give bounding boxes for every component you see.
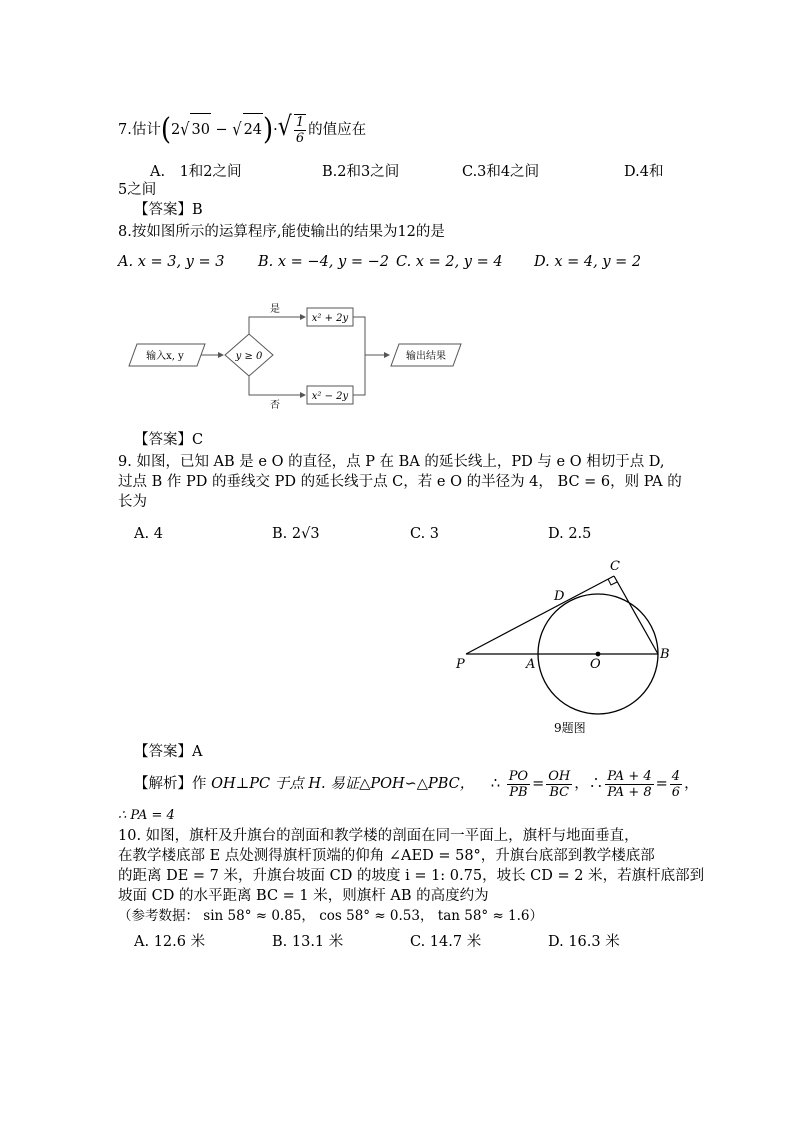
q10-line5: （参考数据： sin 58° ≈ 0.85， cos 58° ≈ 0.53， tan 58° ≈ 1.6） (118, 908, 544, 924)
q9-label-c: C (610, 559, 620, 574)
q7-option-d: D.4和 (624, 164, 664, 180)
flow-no-label: 否 (270, 400, 280, 411)
q9-frac-pa (605, 769, 653, 800)
q7-suffix: 的值应在 (308, 122, 367, 138)
q9-analysis-body: OH⊥PC 于点 H. 易证△POH∽△PBC， (211, 776, 475, 792)
q7-prefix: 7.估计 (118, 122, 161, 138)
q9-label-d: D (554, 589, 565, 604)
q7-stem: 7.估计(2√ 30 − √ 24)·√ $\frac{1}{6}$ 的值应在 (118, 112, 366, 144)
q9-frac-oh-bc (546, 769, 572, 800)
q8-answer (134, 430, 203, 450)
q9-analysis: 【解析】作 OH⊥PC 于点 H. 易证△POH∽△PBC， ∴ $\frac{PO}{PB}$ = $\frac{OH}{BC}$ ，∴ $\frac{PA + 4}{PA + 8}$ = $\frac{4}{6}$ ， (134, 768, 699, 800)
q9-f4-num: 4 (671, 768, 681, 784)
q7-fraction (294, 114, 306, 146)
q7-option-c: C.3和4之间 (462, 164, 540, 180)
q9-analysis-sep1: ∴ (490, 776, 501, 792)
q9-label-b: B (660, 647, 670, 662)
q9-option-d: D. 2.5 (548, 526, 592, 542)
q9-f4-den: 6 (671, 784, 681, 800)
q9-option-b: B. 2√3 (272, 526, 320, 542)
q7-answer: 【答案】B (134, 202, 203, 218)
flow-output-label: 输出结果 (406, 351, 446, 362)
q9-frac-4-6 (670, 769, 682, 800)
q9-analysis-sep2: ，∴ (574, 776, 604, 792)
q9-line-pc (466, 576, 614, 654)
q10-option-b: B. 13.1 米 (272, 934, 344, 950)
q7-option-wrap: 5之间 (118, 182, 157, 198)
q10-line1: 10. 如图，旗杆及升旗台的剖面和教学楼的剖面在同一平面上，旗杆与地面垂直， (118, 828, 639, 844)
q8-option-b: B. x = −4, y = −2 (258, 254, 389, 270)
sqrt-icon: √ (277, 112, 292, 143)
q7-expr-a: 2 (171, 122, 181, 138)
q10-option-c: C. 14.7 米 (410, 934, 482, 950)
q9-line3: 长为 (118, 494, 147, 510)
q9-label-p: P (456, 657, 465, 672)
flow-edge-merge-top (353, 317, 365, 355)
q8-option-a: A. x = 3, y = 3 (118, 254, 225, 270)
flow-edge-merge-bottom (353, 355, 365, 395)
q7-option-b: B.2和3之间 (322, 164, 400, 180)
flow-bottom-label: x² − 2y (311, 391, 349, 402)
flow-top-label: x² + 2y (311, 313, 349, 324)
q7-minus: − (215, 122, 228, 138)
q7-expr-b: 30 (190, 113, 210, 146)
q9-label-a: A (526, 657, 536, 672)
q9-analysis-end: ， (684, 776, 699, 792)
q9-center-dot (596, 652, 601, 657)
q10-line4: 坡面 CD 的水平距离 BC = 1 米，则旗杆 AB 的高度约为 (118, 888, 489, 904)
q10-line2: 在教学楼底部 E 点处测得旗杆顶端的仰角 ∠AED = 58°，升旗台底部到教学楼底部 (118, 848, 655, 864)
q10-option-d: D. 16.3 米 (548, 934, 620, 950)
q10-line3: 的距离 DE = 7 米，升旗台坡面 CD 的坡度 i = 1: 0.75，坡长 CD = 2 米，若旗杆底部到 (118, 868, 705, 884)
q9-frac-po-pb (507, 769, 530, 800)
q9-f1-den: PB (509, 784, 528, 800)
q9-figure (450, 556, 680, 742)
q9-caption: 9题图 (554, 721, 586, 735)
q9-f3-num: PA + 4 (607, 768, 652, 784)
q9-label-o: O (590, 657, 601, 672)
q8-option-d: D. x = 4, y = 2 (534, 254, 642, 270)
q9-f2-num: OH (548, 768, 571, 784)
q8-answer-text: 【答案】C (134, 432, 204, 448)
q9-option-c: C. 3 (410, 526, 440, 542)
q7-expr-c: 24 (243, 113, 263, 146)
q9-f1-num: PO (508, 768, 529, 784)
q9-line1: 9. 如图，已知 AB 是 e O 的直径，点 P 在 BA 的延长线上，PD 与 e O 相切于点 D, (118, 454, 665, 470)
flow-edge-no (249, 376, 305, 395)
flow-input-label: 输入x, y (146, 351, 184, 362)
q9-analysis-prefix: 【解析】作 (134, 776, 207, 792)
sqrt-icon: √ (232, 120, 242, 140)
q9-f3-den: PA + 8 (607, 784, 652, 800)
q8-flowchart (125, 296, 470, 418)
q7-option-a: A. 1和2之间 (150, 164, 242, 180)
q10-option-a: A. 12.6 米 (134, 934, 206, 950)
q9-answer: 【答案】A (134, 744, 203, 760)
sqrt-icon: √ (180, 120, 190, 140)
flow-yes-label: 是 (270, 304, 280, 315)
q9-line2: 过点 B 作 PD 的垂线交 PD 的延长线于点 C，若 e O 的半径为 4， BC = 6，则 PA 的 (118, 474, 682, 490)
q8-option-c: C. x = 2, y = 4 (396, 254, 503, 270)
q9-conclusion: ∴ PA = 4 (118, 808, 175, 823)
q9-line-cb (614, 576, 658, 654)
q7-frac-den: 6 (295, 131, 305, 146)
flow-decision-label: y ≥ 0 (235, 351, 263, 362)
flow-edge-yes (249, 317, 305, 334)
q8-question: 8.按如图所示的运算程序,能使输出的结果为12的是 (118, 224, 445, 240)
q9-option-a: A. 4 (134, 526, 163, 542)
paren-close: ) (263, 112, 274, 148)
q7-frac-num: 1 (295, 115, 305, 130)
paren-open: ( (160, 112, 171, 148)
q9-f2-den: BC (549, 784, 570, 800)
